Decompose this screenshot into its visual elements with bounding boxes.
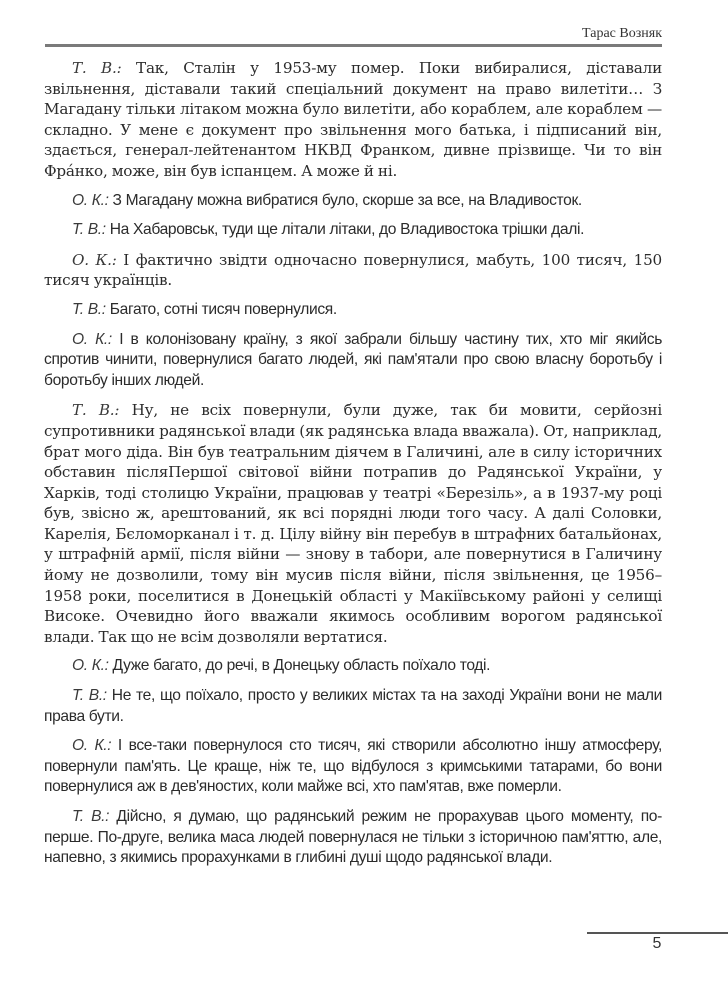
running-header-author: Тарас Возняк [582, 26, 662, 41]
paragraph-text: З Магадану можна вибратися було, скорше за все, на Владивосток. [108, 191, 582, 209]
speaker-label: О. К.: [72, 330, 112, 348]
speaker-label: О. К.: [72, 657, 109, 675]
speaker-label: Т. В.: [72, 59, 122, 77]
speaker-label: О. К.: [72, 191, 109, 209]
paragraph-text: І фактично звідти одночасно повернулися, мабуть, 100 тисяч, 150 тисяч українців. [44, 250, 662, 290]
paragraph-tv-big-cities [44, 686, 662, 727]
footer-rule [587, 932, 728, 934]
paragraph-text: І все-таки повернулося сто тисяч, які створили абсолютно іншу атмосферу, повернули пам'ять. Це краще, ніж те, що відбулося з кримськими татарами, бо вони повернулися аж в дев'яностих, коли майже всі, хто пам'ятав, вже померли. [44, 737, 662, 796]
paragraph-tv-hundreds [44, 300, 662, 321]
header-rule [45, 44, 662, 47]
page-number: 5 [652, 935, 662, 952]
paragraph-text: Ну, не всіх повернули, були дуже, так би мовити, серйозні супротивники радянської влади (як радянська влада вважала). От, наприклад, брат мого діда. Він був театральним діячем в Галичині, але в силу історичних обставин післяПершої світової війни потрапив до Радянської України, у Харків, тоді столицю України, працював у театрі «Березіль», а в 1937-му році був, звісно ж, арештований, як всі порядні люди того часу. А далі Соловки, Карелія, Бєломорканал і т. д. Цілу війну він перебув в штрафних батальйонах, у штрафній армії, після війни — знову в табори, але повернутися в Галичину йому не дозволили, тому він мусив після війни, після звільнення, це 1956–1958 роки, поселитися в Донецькій області у Макіївському районі у селищі Високе. Очевидно його вважали якимось особливим ворогом радянської влади. Так що не всім дозволяли вертатися. [44, 401, 662, 646]
speaker-label: О. К.: [72, 737, 112, 755]
paragraph-ok-memory [44, 736, 662, 798]
paragraph-text: І в колонізовану країну, з якої забрали більшу частину тих, хто міг якийсь спротив чинити, повернулися багато людей, які пам'ятали про свою власну боротьбу і боротьбу інших людей. [44, 330, 662, 389]
paragraph-ok-magadan [44, 191, 662, 212]
speaker-label: Т. В.: [72, 401, 120, 420]
interview-body [44, 58, 662, 878]
paragraph-tv-regime [44, 807, 662, 869]
speaker-label: Т. В.: [72, 221, 106, 239]
paragraph-tv-stalin [44, 58, 662, 182]
paragraph-text: Так, Сталін у 1953-му помер. Поки вибиралися, діставали звільнення, діставали такий спеціальний документ на право вилетіти… З Магадану тільки літаком можна було вилетіти, або кораблем, але кораблем — складно. У мене є документ про звільнення мого батька, і підписаний він, здається, генерал-лейтенантом НКВД Франком, дивне прізвище. Чи то він Фрáнко, може, він був іспанцем. А може й ні. [44, 59, 662, 180]
speaker-label: Т. В.: [72, 687, 107, 705]
paragraph-text: На Хабаровськ, туди ще літали літаки, до Владивостока трішки далі. [105, 221, 585, 239]
paragraph-ok-colonized [44, 330, 662, 392]
paragraph-ok-returned [44, 250, 662, 291]
speaker-label: Т. В.: [72, 808, 110, 825]
paragraph-text: Не те, що поїхало, просто у великих містах та на заході України вони не мали права бути. [44, 687, 663, 725]
paragraph-text: Дуже багато, до речі, в Донецьку область поїхало тоді. [108, 657, 491, 675]
paragraph-text: Багато, сотні тисяч повернулися. [105, 300, 337, 318]
speaker-label: О. К.: [72, 250, 117, 269]
paragraph-ok-donetsk [44, 656, 662, 677]
paragraph-tv-khabarovsk [44, 220, 662, 241]
paragraph-text: Дійсно, я думаю, що радянський режим не прорахував цього моменту, по-перше. По-друге, велика маса людей повернулася не тільки з історичною пам'яттю, але, напевно, з якимись прорахунками в глибині душі щодо радянської влади. [44, 808, 662, 867]
paragraph-tv-grandfather-brother [44, 400, 662, 647]
speaker-label: Т. В.: [72, 300, 106, 318]
